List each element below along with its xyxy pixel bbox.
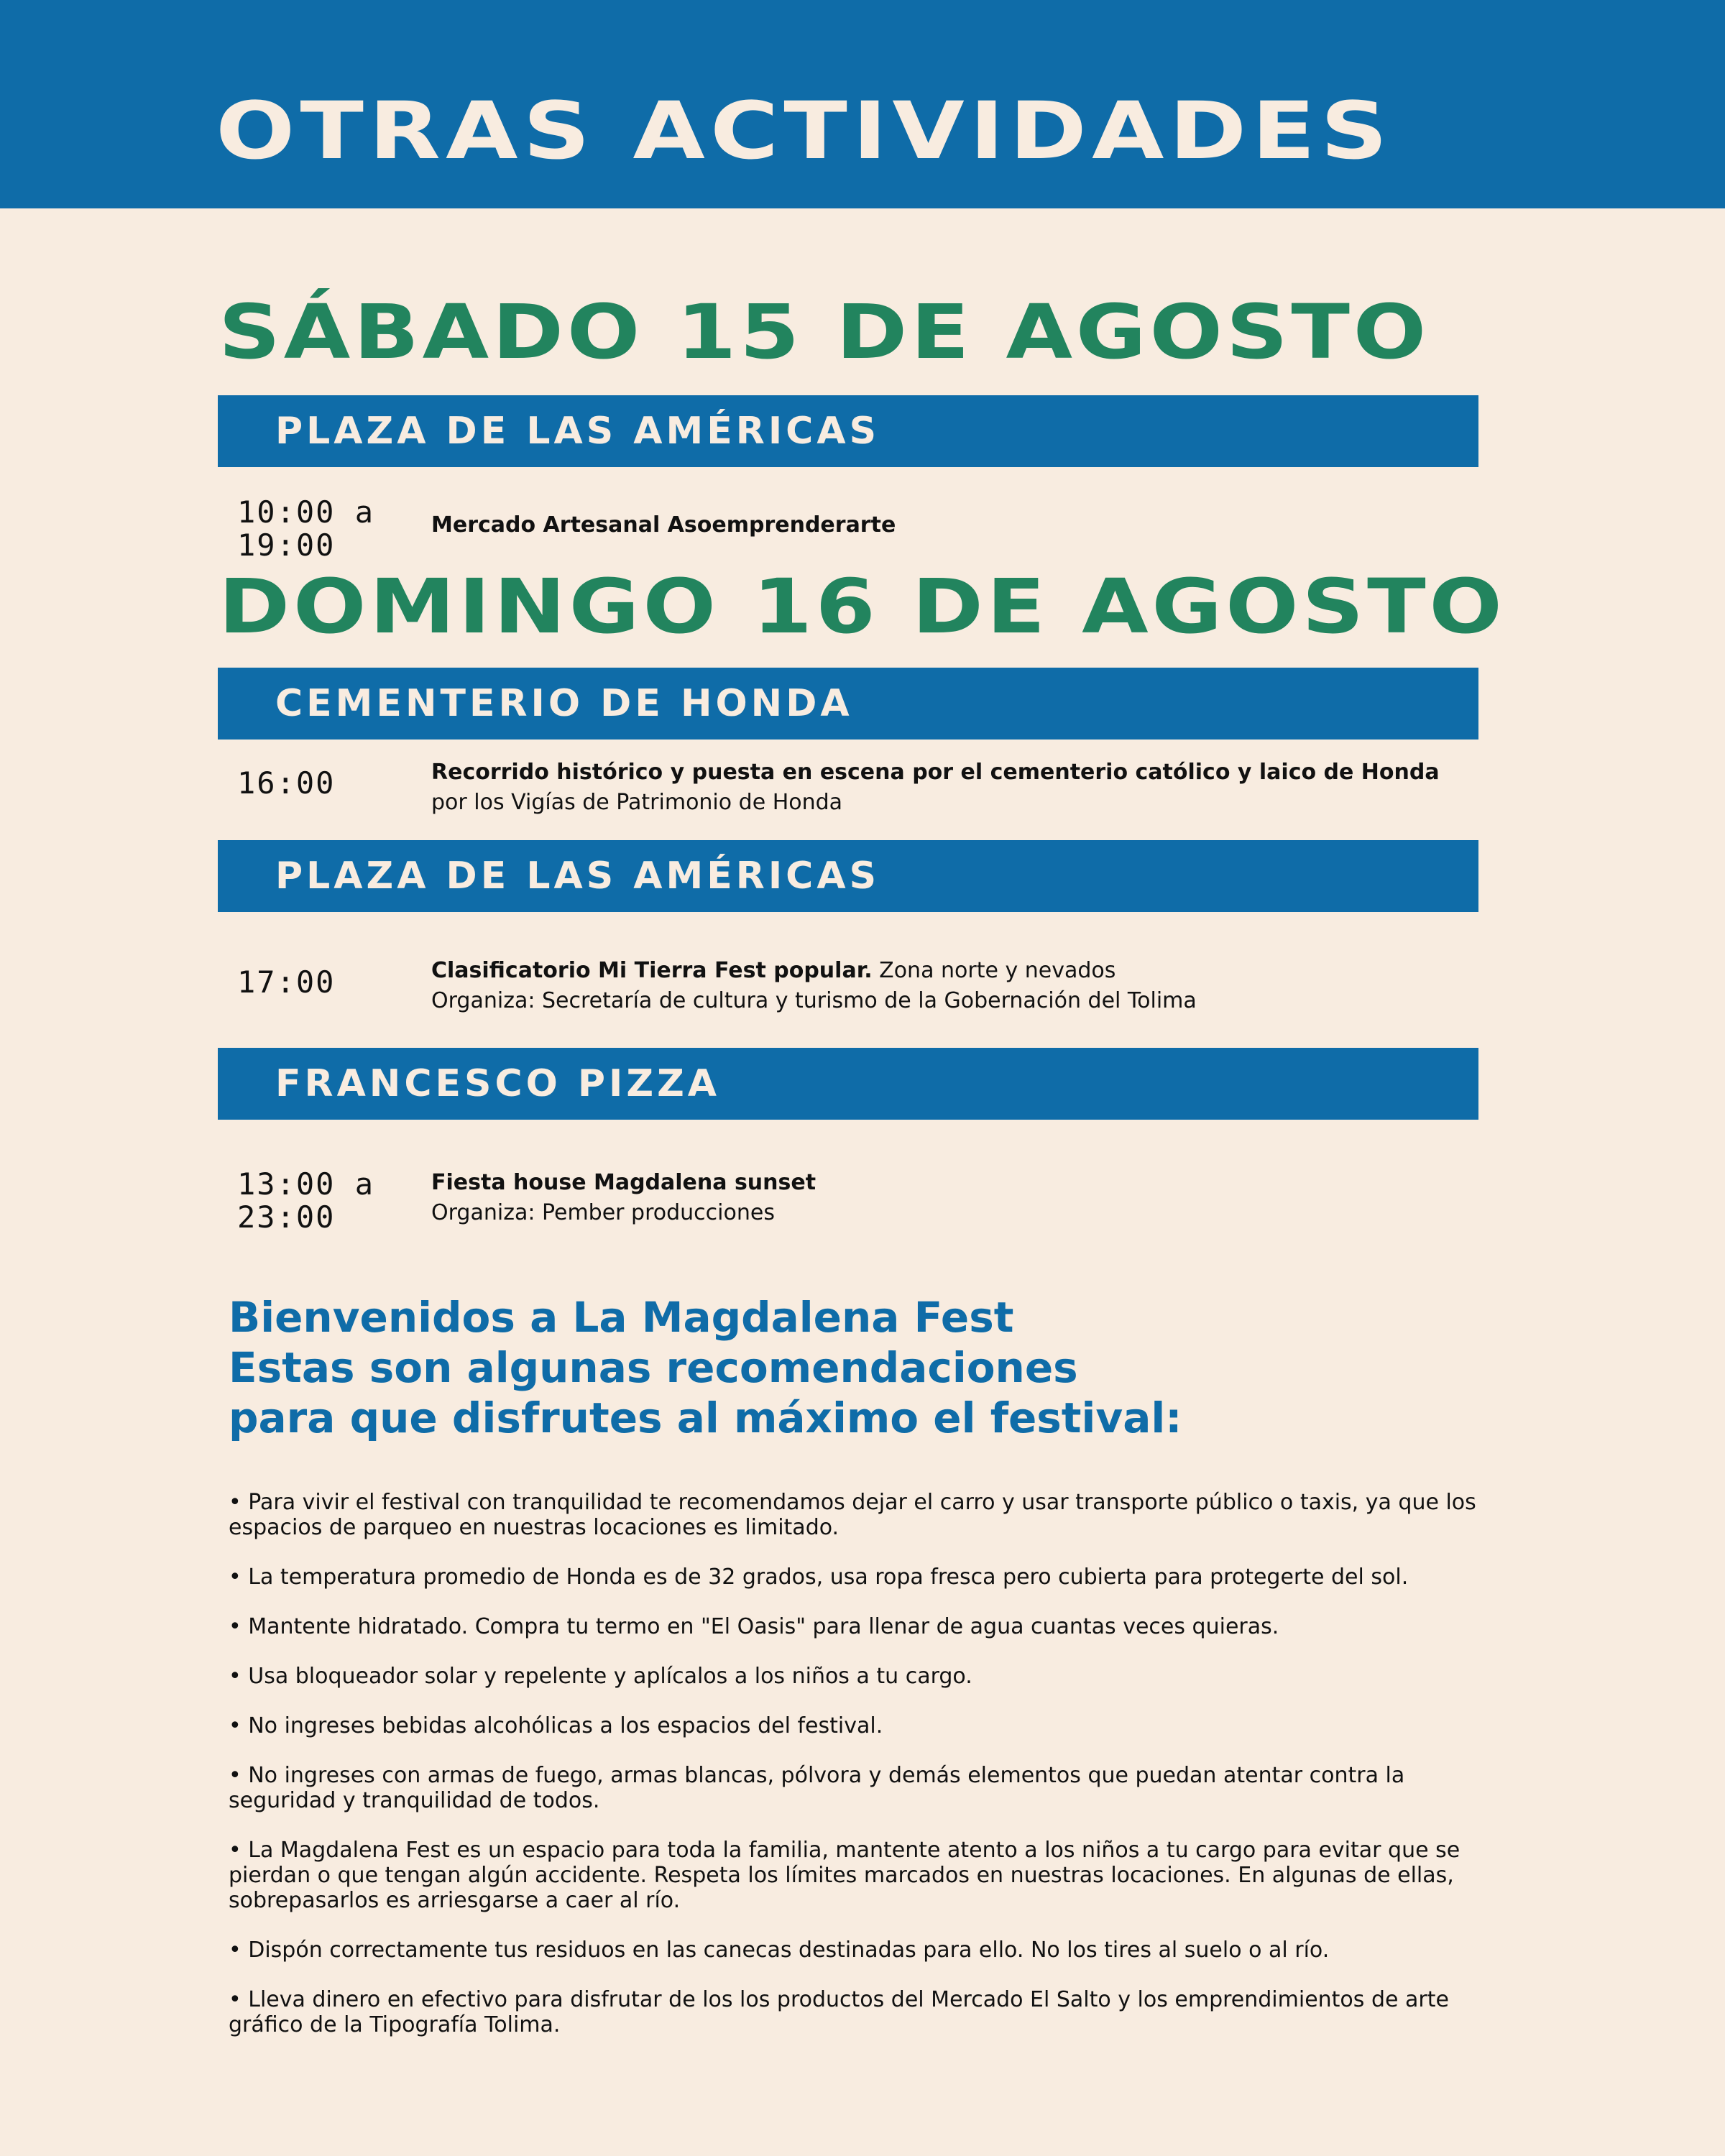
recommendation-item: • Dispón correctamente tus residuos en las canecas destinadas para ello. No los tires al suelo o al río. bbox=[229, 1938, 1330, 1963]
recommendation-item: • Lleva dinero en efectivo para disfrutar de los los productos del Mercado El Salto y los emprendimientos de arte gráfico de la Tipografía Tolima. bbox=[229, 1987, 1449, 2037]
event-organizer: por los Vigías de Patrimonio de Honda bbox=[431, 790, 843, 815]
venue-bar-cementerio-honda: CEMENTERIO DE HONDA bbox=[218, 668, 1478, 740]
recommendation-item: • Usa bloqueador solar y repelente y aplícalos a los niños a tu cargo. bbox=[229, 1664, 972, 1689]
event-description bbox=[431, 1167, 1473, 1228]
recommendation-item: • La temperatura promedio de Honda es de 32 grados, usa ropa fresca pero cubierta para protegerte del sol. bbox=[229, 1565, 1409, 1590]
recommendation-item: • La Magdalena Fest es un espacio para toda la familia, mantente atento a los niños a tu cargo para evitar que se pierdan o que tengan algún accidente. Respeta los límites marcados en nuestras locaciones. En algunas de ellas, sobrepasarlos es arriesgarse a caer al río. bbox=[229, 1838, 1460, 1913]
recommendation-item: • No ingreses bebidas alcohólicas a los espacios del festival. bbox=[229, 1713, 883, 1738]
page-title: OTRAS ACTIVIDADES bbox=[216, 85, 1393, 177]
recommendation-item: • Mantente hidratado. Compra tu termo en "El Oasis" para llenar de agua cuantas veces quieras. bbox=[229, 1614, 1279, 1639]
event-title: Mercado Artesanal Asoemprenderarte bbox=[431, 512, 896, 538]
welcome-heading bbox=[229, 1292, 1182, 1443]
venue-bar-plaza-americas-sun: PLAZA DE LAS AMÉRICAS bbox=[218, 840, 1478, 912]
welcome-line: Bienvenidos a La Magdalena Fest bbox=[229, 1293, 1014, 1342]
welcome-line: Estas son algunas recomendaciones bbox=[229, 1343, 1078, 1392]
event-description bbox=[431, 510, 1473, 540]
event-organizer: Organiza: Secretaría de cultura y turismo de la Gobernación del Tolima bbox=[431, 988, 1197, 1013]
recommendation-item: • No ingreses con armas de fuego, armas blancas, pólvora y demás elementos que puedan atentar contra la seguridad y tranquilidad de todos. bbox=[229, 1763, 1405, 1813]
recommendation-item: • Para vivir el festival con tranquilidad te recomendamos dejar el carro y usar transporte público o taxis, ya que los espacios de parqueo en nuestras locaciones es limitado. bbox=[229, 1490, 1476, 1540]
event-time: 10:00 a 19:00 bbox=[237, 494, 375, 563]
event-title: Clasificatorio Mi Tierra Fest popular. bbox=[431, 958, 873, 983]
recommendations-list bbox=[229, 1490, 1479, 2062]
venue-bar-plaza-americas-sat: PLAZA DE LAS AMÉRICAS bbox=[218, 395, 1478, 467]
event-subtitle: Zona norte y nevados bbox=[872, 958, 1116, 983]
sunday-heading: DOMINGO 16 DE AGOSTO bbox=[218, 563, 1506, 650]
event-time: 16:00 bbox=[237, 765, 336, 801]
saturday-heading: SÁBADO 15 DE AGOSTO bbox=[218, 288, 1430, 376]
venue-bar-francesco-pizza: FRANCESCO PIZZA bbox=[218, 1048, 1478, 1120]
event-time: 13:00 a 23:00 bbox=[237, 1166, 375, 1235]
event-time: 17:00 bbox=[237, 964, 336, 1000]
event-description bbox=[431, 955, 1473, 1016]
event-title: Fiesta house Magdalena sunset bbox=[431, 1170, 816, 1195]
event-organizer: Organiza: Pember producciones bbox=[431, 1200, 775, 1225]
event-description bbox=[431, 757, 1473, 818]
event-title: Recorrido histórico y puesta en escena por el cementerio católico y laico de Honda bbox=[431, 760, 1440, 785]
welcome-line: para que disfrutes al máximo el festival: bbox=[229, 1393, 1182, 1442]
